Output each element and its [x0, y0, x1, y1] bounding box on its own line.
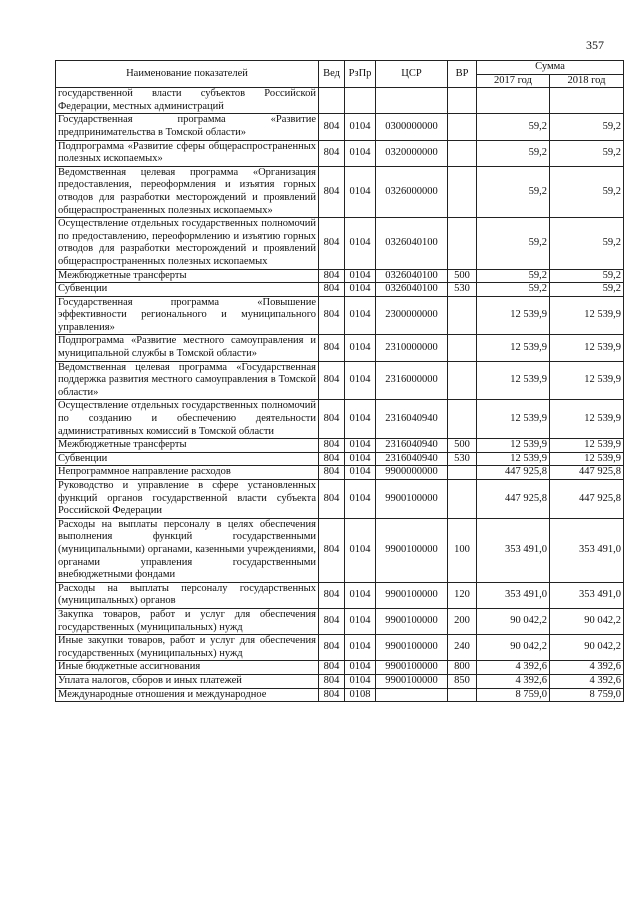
table-row [56, 661, 624, 675]
cell-name: Межбюджетные трансферты [56, 269, 319, 283]
table-row [56, 439, 624, 453]
cell-ved: 804 [319, 439, 345, 453]
cell-sum-2018: 59,2 [550, 283, 624, 297]
cell-vr [448, 296, 477, 335]
cell-sum-2018: 447 925,8 [550, 480, 624, 519]
cell-vr: 100 [448, 518, 477, 582]
cell-sum-2017: 12 539,9 [477, 439, 550, 453]
cell-name: Подпрограмма «Развитие местного самоуправления и муниципальной службы в Томской области» [56, 335, 319, 361]
cell-name: Закупка товаров, работ и услуг для обеспечения государственных (муниципальных) нужд [56, 608, 319, 634]
cell-ved: 804 [319, 635, 345, 661]
cell-sum-2017: 59,2 [477, 114, 550, 140]
cell-csr: 0300000000 [376, 114, 448, 140]
cell-rzpr: 0104 [345, 480, 376, 519]
table-row [56, 582, 624, 608]
cell-name: Межбюджетные трансферты [56, 439, 319, 453]
cell-vr [448, 88, 477, 114]
cell-rzpr: 0104 [345, 661, 376, 675]
table-row [56, 114, 624, 140]
cell-sum-2017: 59,2 [477, 218, 550, 269]
cell-name: Иные закупки товаров, работ и услуг для обеспечения государственных (муниципальных) нужд [56, 635, 319, 661]
cell-sum-2018: 90 042,2 [550, 608, 624, 634]
cell-name: Осуществление отдельных государственных полномочий по предоставлению, переоформлению и изъятию горных отводов для разработки месторождений и проявлений общераспространенных полезных ископаемых [56, 218, 319, 269]
cell-name: Расходы на выплаты персоналу государственных (муниципальных) органов [56, 582, 319, 608]
cell-csr: 0326040100 [376, 218, 448, 269]
cell-csr: 9900100000 [376, 480, 448, 519]
cell-vr [448, 466, 477, 480]
cell-ved: 804 [319, 335, 345, 361]
cell-csr: 9900100000 [376, 582, 448, 608]
cell-csr: 2316040940 [376, 452, 448, 466]
table-row [56, 608, 624, 634]
cell-ved: 804 [319, 480, 345, 519]
cell-sum-2017: 447 925,8 [477, 466, 550, 480]
cell-sum-2017: 353 491,0 [477, 582, 550, 608]
cell-rzpr: 0104 [345, 635, 376, 661]
cell-rzpr: 0104 [345, 296, 376, 335]
table-row [56, 480, 624, 519]
cell-sum-2018: 59,2 [550, 114, 624, 140]
table-body [56, 88, 624, 702]
header-sum: Сумма [477, 61, 624, 75]
cell-sum-2017: 4 392,6 [477, 674, 550, 688]
cell-csr: 9900100000 [376, 661, 448, 675]
table-row [56, 400, 624, 439]
cell-sum-2018: 59,2 [550, 218, 624, 269]
cell-sum-2018: 12 539,9 [550, 296, 624, 335]
cell-ved: 804 [319, 518, 345, 582]
cell-rzpr: 0104 [345, 335, 376, 361]
cell-vr: 530 [448, 283, 477, 297]
cell-ved: 804 [319, 361, 345, 400]
table-row [56, 218, 624, 269]
cell-sum-2018: 59,2 [550, 140, 624, 166]
cell-sum-2017: 12 539,9 [477, 452, 550, 466]
cell-name: Государственная программа «Развитие предпринимательства в Томской области» [56, 114, 319, 140]
table-row [56, 269, 624, 283]
cell-csr: 9900000000 [376, 466, 448, 480]
cell-name: Ведомственная целевая программа «Организация предоставления, переоформления и изъятия горных отводов для разработки месторождений и проявлений общераспространенных полезных ископаемых» [56, 166, 319, 217]
cell-sum-2018: 353 491,0 [550, 582, 624, 608]
cell-csr: 2316040940 [376, 439, 448, 453]
cell-rzpr: 0104 [345, 361, 376, 400]
cell-ved: 804 [319, 400, 345, 439]
cell-sum-2018: 12 539,9 [550, 361, 624, 400]
cell-vr [448, 140, 477, 166]
cell-rzpr: 0104 [345, 140, 376, 166]
cell-sum-2018: 12 539,9 [550, 452, 624, 466]
cell-csr: 9900100000 [376, 635, 448, 661]
cell-sum-2017: 12 539,9 [477, 335, 550, 361]
cell-ved [319, 88, 345, 114]
cell-ved: 804 [319, 466, 345, 480]
cell-ved: 804 [319, 661, 345, 675]
table-row [56, 361, 624, 400]
table-row [56, 635, 624, 661]
table-row [56, 518, 624, 582]
cell-vr: 500 [448, 439, 477, 453]
cell-sum-2018: 59,2 [550, 166, 624, 217]
table-row [56, 688, 624, 702]
cell-sum-2018: 90 042,2 [550, 635, 624, 661]
cell-ved: 804 [319, 296, 345, 335]
cell-vr [448, 480, 477, 519]
cell-sum-2017: 12 539,9 [477, 400, 550, 439]
cell-ved: 804 [319, 140, 345, 166]
cell-name: Руководство и управление в сфере установленных функций органов государственной власти субъекта Российской Федерации [56, 480, 319, 519]
cell-ved: 804 [319, 452, 345, 466]
cell-name: государственной власти субъектов Российской Федерации, местных администраций [56, 88, 319, 114]
header-vr: ВР [448, 61, 477, 88]
cell-csr: 9900100000 [376, 608, 448, 634]
cell-ved: 804 [319, 582, 345, 608]
cell-sum-2017: 4 392,6 [477, 661, 550, 675]
cell-ved: 804 [319, 269, 345, 283]
header-rzpr: РзПр [345, 61, 376, 88]
cell-ved: 804 [319, 608, 345, 634]
cell-rzpr: 0108 [345, 688, 376, 702]
table-row [56, 674, 624, 688]
cell-vr: 800 [448, 661, 477, 675]
cell-vr: 200 [448, 608, 477, 634]
cell-csr: 9900100000 [376, 674, 448, 688]
cell-sum-2018: 8 759,0 [550, 688, 624, 702]
table-row [56, 296, 624, 335]
header-year-2018: 2018 год [550, 74, 624, 88]
cell-sum-2018: 4 392,6 [550, 661, 624, 675]
budget-table [55, 60, 624, 702]
cell-vr [448, 114, 477, 140]
page-number: 357 [586, 38, 604, 52]
cell-sum-2018: 447 925,8 [550, 466, 624, 480]
cell-sum-2018: 12 539,9 [550, 439, 624, 453]
cell-csr: 2310000000 [376, 335, 448, 361]
cell-ved: 804 [319, 688, 345, 702]
cell-sum-2017: 8 759,0 [477, 688, 550, 702]
table-row [56, 166, 624, 217]
cell-csr: 2300000000 [376, 296, 448, 335]
cell-rzpr: 0104 [345, 218, 376, 269]
cell-rzpr: 0104 [345, 166, 376, 217]
header-csr: ЦСР [376, 61, 448, 88]
cell-name: Подпрограмма «Развитие сферы общераспространенных полезных ископаемых» [56, 140, 319, 166]
table-row [56, 335, 624, 361]
table-row [56, 88, 624, 114]
cell-sum-2018 [550, 88, 624, 114]
cell-rzpr: 0104 [345, 114, 376, 140]
cell-ved: 804 [319, 283, 345, 297]
cell-vr: 120 [448, 582, 477, 608]
cell-name: Международные отношения и международное [56, 688, 319, 702]
cell-sum-2018: 59,2 [550, 269, 624, 283]
cell-rzpr: 0104 [345, 518, 376, 582]
cell-csr: 0326000000 [376, 166, 448, 217]
cell-sum-2017: 353 491,0 [477, 518, 550, 582]
cell-sum-2017: 447 925,8 [477, 480, 550, 519]
header-name: Наименование показателей [56, 61, 319, 88]
cell-csr [376, 688, 448, 702]
cell-sum-2018: 12 539,9 [550, 335, 624, 361]
cell-rzpr: 0104 [345, 400, 376, 439]
table-row [56, 140, 624, 166]
cell-vr [448, 688, 477, 702]
cell-csr: 2316040940 [376, 400, 448, 439]
cell-ved: 804 [319, 166, 345, 217]
cell-sum-2017: 59,2 [477, 283, 550, 297]
cell-csr: 0326040100 [376, 283, 448, 297]
cell-sum-2018: 4 392,6 [550, 674, 624, 688]
cell-rzpr: 0104 [345, 582, 376, 608]
cell-name: Субвенции [56, 283, 319, 297]
cell-sum-2017: 59,2 [477, 269, 550, 283]
cell-rzpr: 0104 [345, 608, 376, 634]
cell-vr [448, 400, 477, 439]
cell-name: Государственная программа «Повышение эффективности регионального и муниципального управления» [56, 296, 319, 335]
cell-vr [448, 361, 477, 400]
header-year-2017: 2017 год [477, 74, 550, 88]
table-row [56, 452, 624, 466]
cell-ved: 804 [319, 114, 345, 140]
cell-vr [448, 218, 477, 269]
cell-sum-2017: 59,2 [477, 140, 550, 166]
cell-csr: 9900100000 [376, 518, 448, 582]
cell-csr: 0326040100 [376, 269, 448, 283]
cell-sum-2017 [477, 88, 550, 114]
cell-name: Расходы на выплаты персоналу в целях обеспечения выполнения функций государственными (муниципальными) органами, казенными учреждениями, органами управления государственными внебюджетными фондами [56, 518, 319, 582]
table-row [56, 283, 624, 297]
cell-vr: 500 [448, 269, 477, 283]
cell-csr [376, 88, 448, 114]
cell-sum-2018: 12 539,9 [550, 400, 624, 439]
cell-vr: 530 [448, 452, 477, 466]
cell-sum-2017: 59,2 [477, 166, 550, 217]
cell-vr [448, 166, 477, 217]
cell-csr: 0320000000 [376, 140, 448, 166]
cell-rzpr: 0104 [345, 466, 376, 480]
cell-rzpr: 0104 [345, 674, 376, 688]
cell-rzpr: 0104 [345, 283, 376, 297]
cell-rzpr: 0104 [345, 452, 376, 466]
cell-sum-2017: 90 042,2 [477, 608, 550, 634]
table-row [56, 466, 624, 480]
cell-name: Уплата налогов, сборов и иных платежей [56, 674, 319, 688]
cell-rzpr: 0104 [345, 439, 376, 453]
cell-vr: 240 [448, 635, 477, 661]
cell-name: Ведомственная целевая программа «Государственная поддержка развития местного самоуправления в Томской области» [56, 361, 319, 400]
cell-name: Осуществление отдельных государственных полномочий по созданию и обеспечению деятельности административных комиссий в Томской области [56, 400, 319, 439]
cell-vr: 850 [448, 674, 477, 688]
cell-sum-2018: 353 491,0 [550, 518, 624, 582]
cell-name: Непрограммное направление расходов [56, 466, 319, 480]
cell-sum-2017: 90 042,2 [477, 635, 550, 661]
header-ved: Вед [319, 61, 345, 88]
cell-rzpr [345, 88, 376, 114]
cell-rzpr: 0104 [345, 269, 376, 283]
cell-sum-2017: 12 539,9 [477, 296, 550, 335]
cell-name: Иные бюджетные ассигнования [56, 661, 319, 675]
cell-ved: 804 [319, 674, 345, 688]
cell-csr: 2316000000 [376, 361, 448, 400]
cell-sum-2017: 12 539,9 [477, 361, 550, 400]
cell-name: Субвенции [56, 452, 319, 466]
cell-ved: 804 [319, 218, 345, 269]
cell-vr [448, 335, 477, 361]
